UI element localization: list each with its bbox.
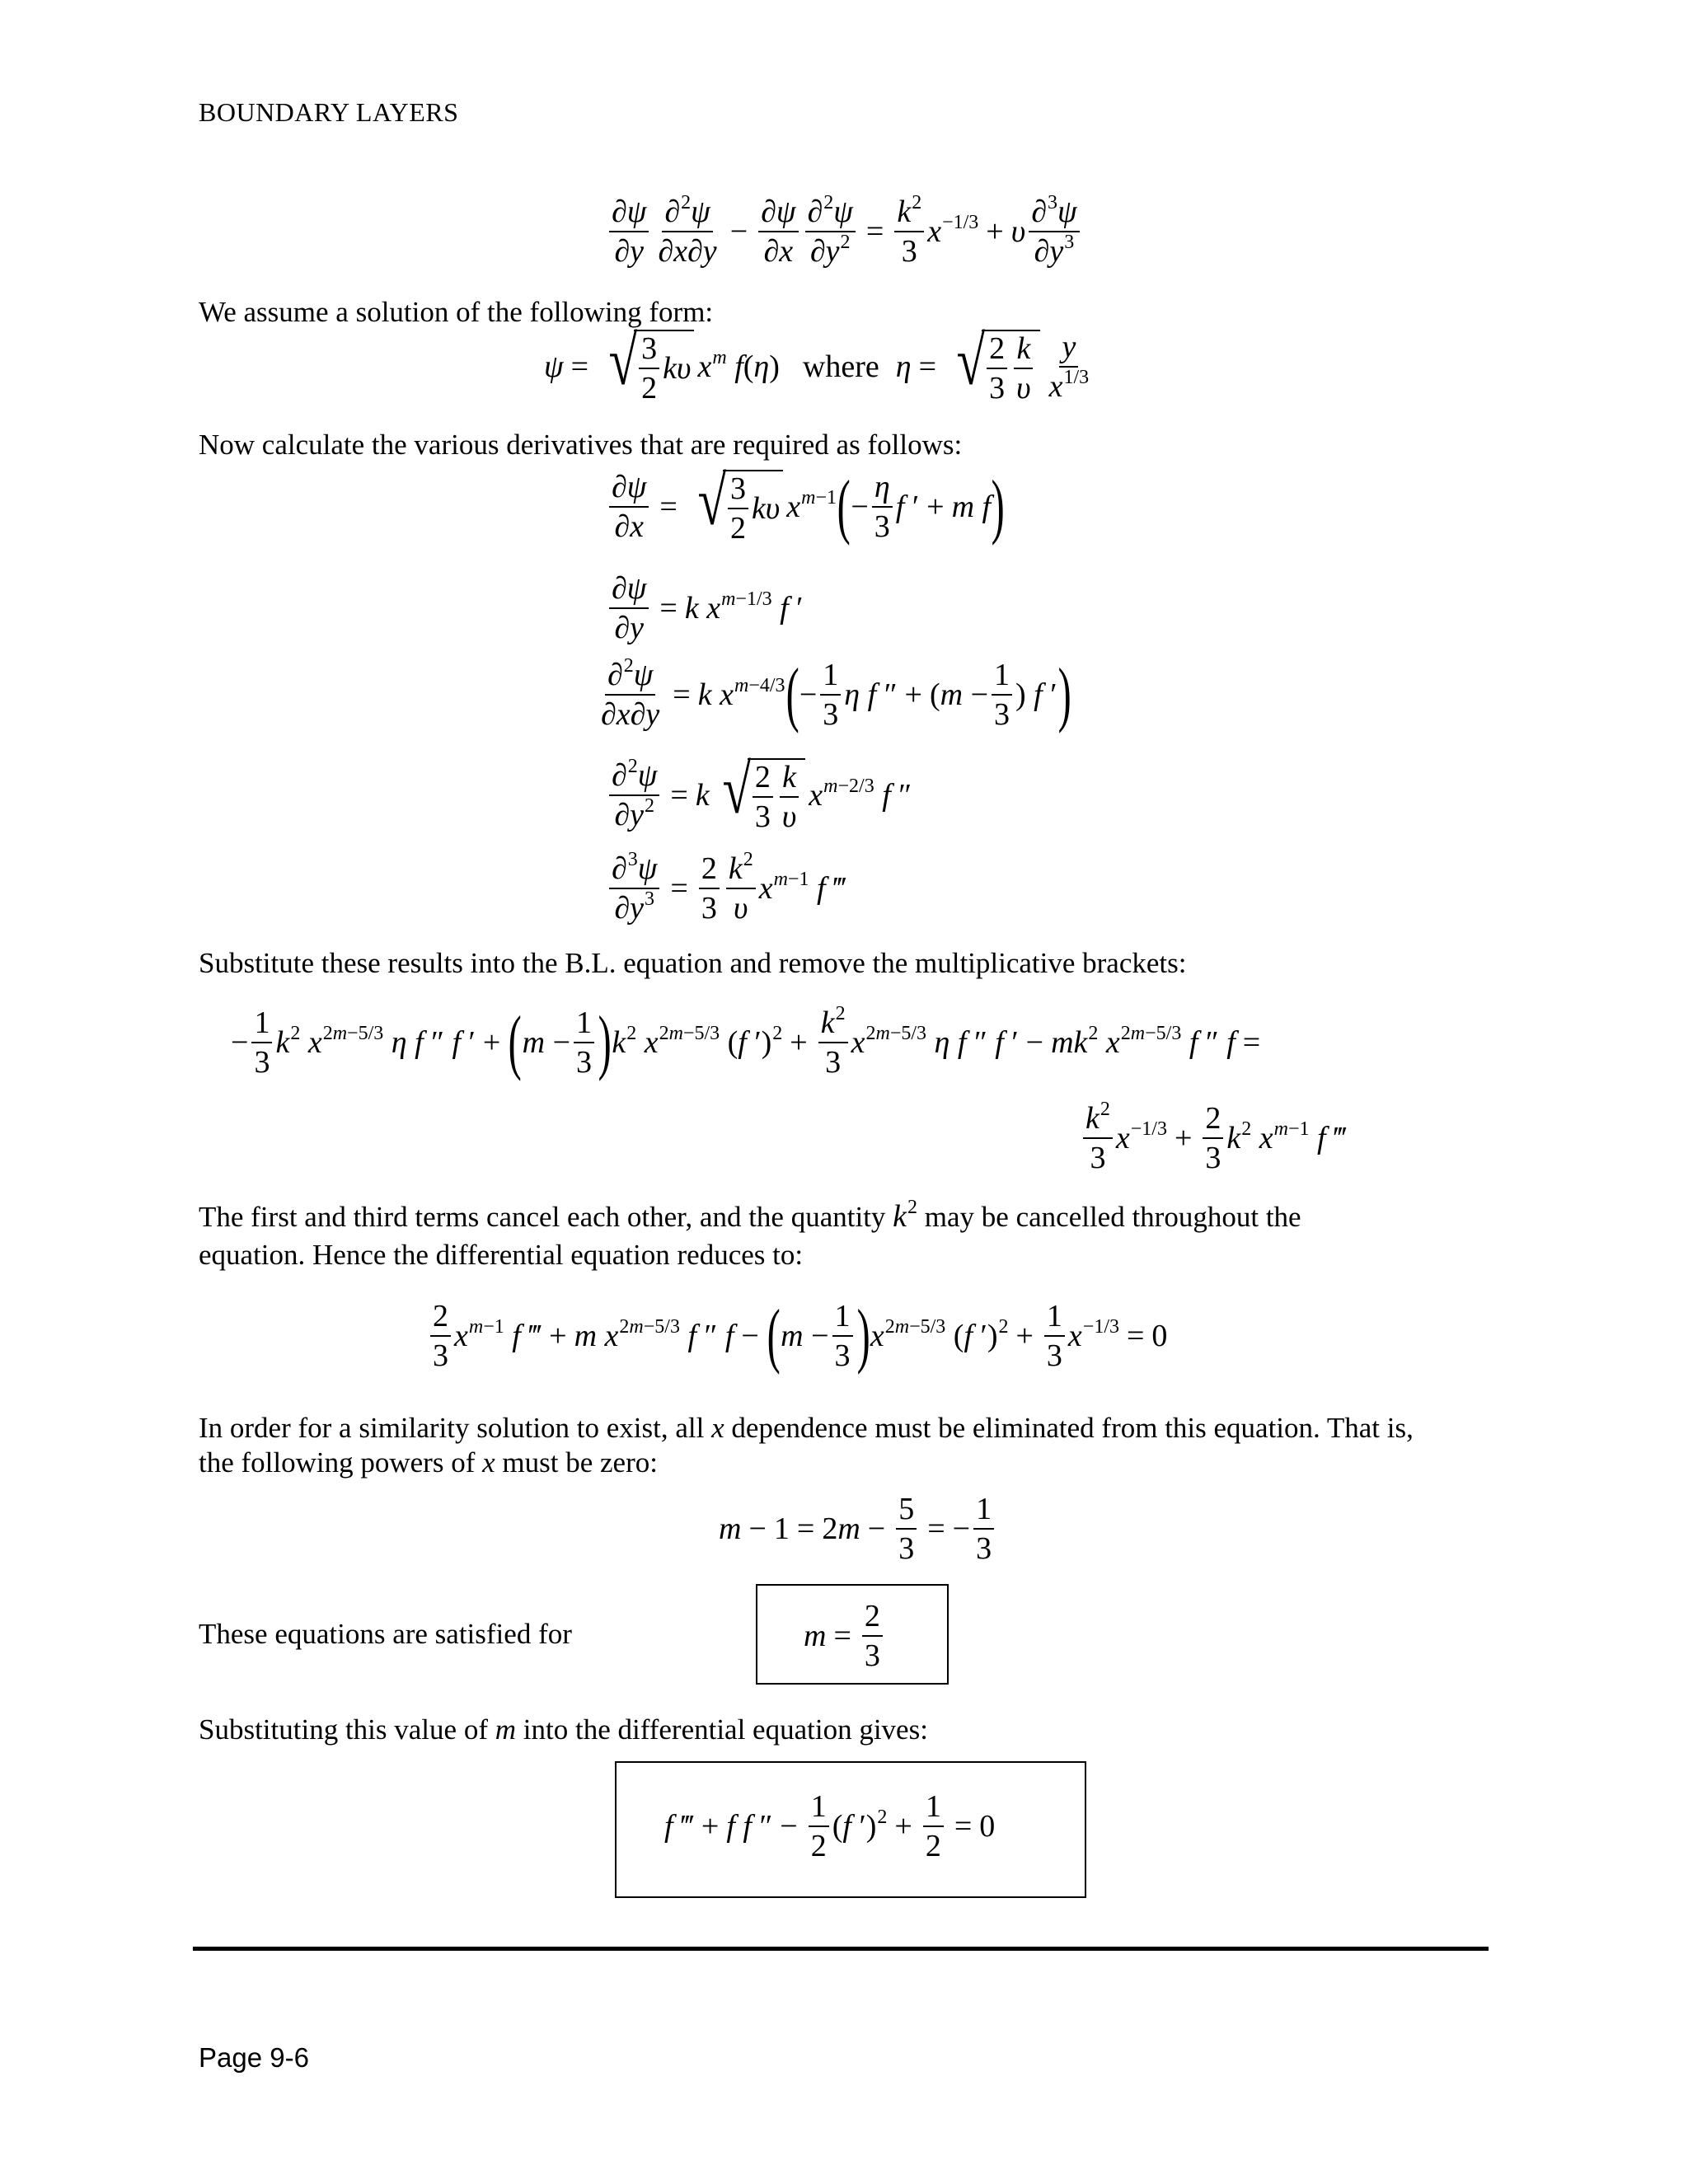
paragraph-satisfied: These equations are satisfied for [199, 1618, 572, 1650]
equation-d3psi-dy3: $\frac{\partial^3\psi}{\partial y^3}$ = $\frac{2}{3}$ $k^2$ υ $x^{m-1}$ f ‴ [606, 853, 846, 924]
paragraph-similarity: In order for a similarity solution to exist, all x dependence must be eliminated from this equation. That is, the following powers of x must be zero: [199, 1412, 1414, 1479]
paragraph-substituting: Substituting this value of m into the differential equation gives: [199, 1713, 928, 1746]
footer-rule [193, 1947, 1489, 1951]
equation-powers: m − 1 = 2m − $\frac{5}{3}$ = − $\frac{1}{3}$ [719, 1493, 997, 1564]
paragraph-derivatives: Now calculate the various derivatives that are required as follows: [199, 429, 963, 461]
equation-dpsi-dx: $\frac{\partial\psi}{\partial x}$ = √ 3 2 kυ $x^{m-1}$ ( − $\frac{\eta}{3}$ f ′ + m f ) [606, 470, 1005, 544]
equation-substituted-line2: $k^2$ 3 $x^{-1/3}$ + $\frac{2}{3}$ $k^2$ $x^{m-1}$ f ‴ [1080, 1103, 1347, 1174]
equation-reduced: 2 3 $x^{m-1}$ f ‴ + m $x^{2m-5/3}$ f ″ f − ( m − $\frac{1}{3}$ ) $x^{2m-5/3}$ (f ′)$^2$ + $\frac{1}{3}$ $x^{-1/3}$ = 0 [427, 1301, 1167, 1371]
paragraph-assume: We assume a solution of the following form: [199, 296, 714, 328]
page-number: Page 9-6 [199, 2042, 309, 2073]
running-head: BOUNDARY LAYERS [199, 97, 459, 127]
equation-dpsi-dy: $\frac{\partial\psi}{\partial y}$ = k $x^{m-1/3}$ f ′ [606, 573, 803, 644]
equation-d2psi-dxdy: $\frac{\partial^2\psi}{\partial x\partial y}$ = k $x^{m-4/3}$ ( − $\frac{1}{3}$ η f ″ + (m − $\frac{1}{3}$ ) f ′ ) [601, 654, 1071, 735]
equation-final: f ‴ + f f ″ − $\frac{1}{2}$ (f ′)$^2$ + $\frac{1}{2}$ = 0 [664, 1789, 996, 1863]
equation-stream-function: ψ = √ 3 2 kυ $x^m$ f(η) where η = √ 2 3 k υ y $x^{1/3}$ [544, 323, 1090, 405]
paragraph-cancel: The first and third terms cancel each other, and the quantity $k^2$ may be cancelled throughout the equation. Hence the differential equation reduces to: [199, 1197, 1301, 1271]
equation-boundary-layer: ∂ψ ∂y ∂$^2$ψ ∂x∂y − $\frac{\partial\psi}{\partial x}$ $\frac{\partial^2\psi}{\partial y^2}$ = $\frac{k^2}{3}$ $x^{-1/3}$ + υ ∂$^3$ψ $\partial y^3$ [606, 196, 1083, 267]
boxed-final-equation [615, 1761, 1086, 1898]
paragraph-substitute: Substitute these results into the B.L. equation and remove the multiplicative brackets: [199, 947, 1187, 979]
equation-d2psi-dy2: $\frac{\partial^2\psi}{\partial y^2}$ = k √ 2 3 k υ $x^{m-2/3}$ f ″ [606, 758, 912, 832]
equation-m-value: m = $\frac{2}{3}$ [804, 1601, 886, 1671]
equation-substituted-line1: − $\frac{1}{3}$ $k^2$ $x^{2m-5/3}$ η f ″ f ′ + ( m − $\frac{1}{3}$ ) $k^2$ $x^{2m-5/3}$ (f ′)$^2$ + $\frac{k^2}{3}$ $x^{2m-5/3}$ η f ″ f ′ − $mk^2$ $x^{2m-5/3}$ f ″ f = [231, 1002, 1261, 1083]
boxed-result-m [756, 1584, 949, 1685]
where-word: where [802, 349, 879, 384]
